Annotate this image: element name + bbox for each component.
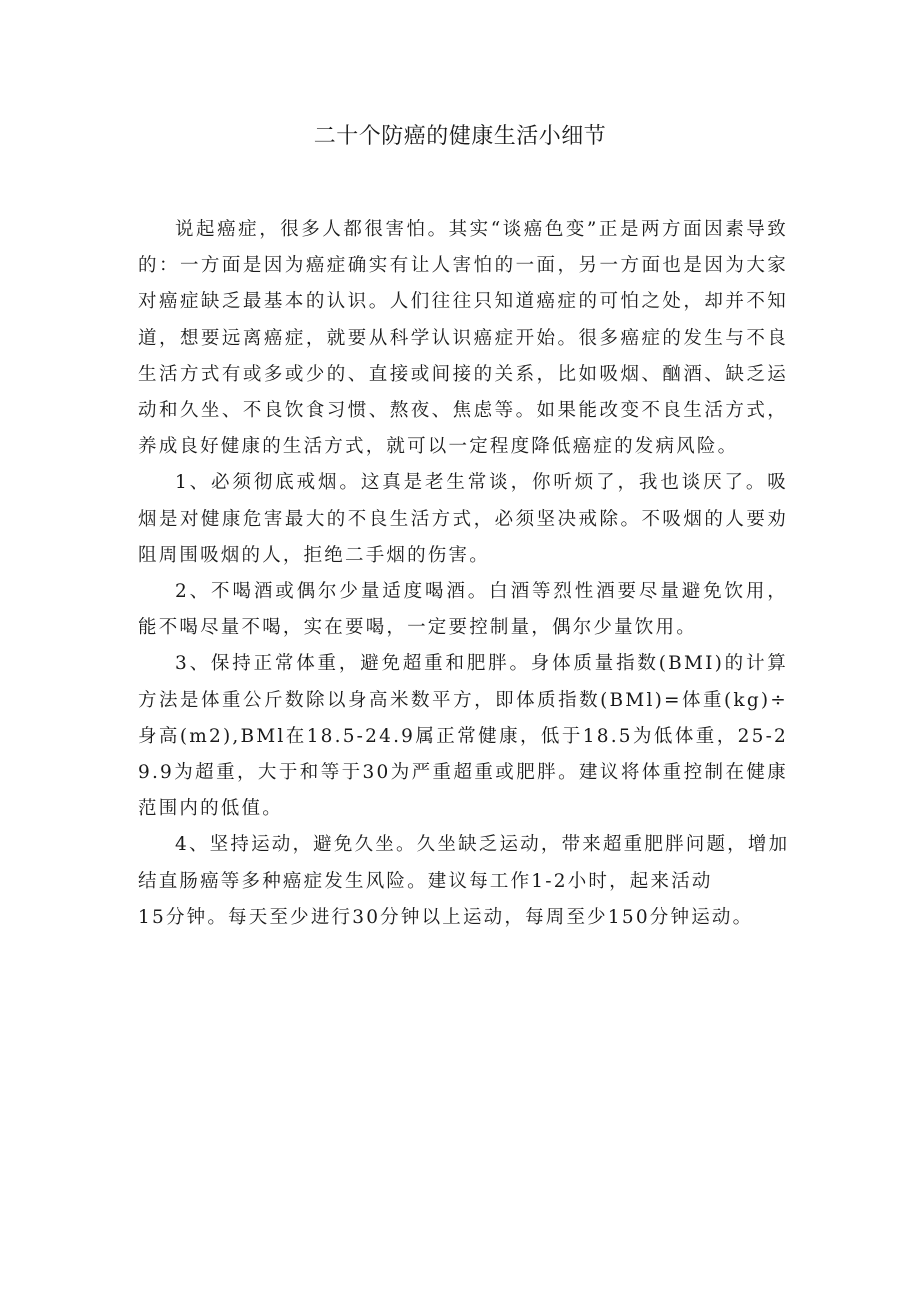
intro-paragraph: 说起癌症，很多人都很害怕。其实“谈癌色变”正是两方面因素导致的：一方面是因为癌症确实有让人害怕的一面，另一方面也是因为大家对癌症缺乏最基本的认识。人们往往只知道癌症的可怕之处，却并不知道，想要远离癌症，就要从科学认识癌症开始。很多癌症的发生与不良生活方式有或多或少的、直接或间接的关系，比如吸烟、酗酒、缺乏运动和久坐、不良饮食习惯、熬夜、焦虑等。如果能改变不良生活方式，养成良好健康的生活方式，就可以一定程度降低癌症的发病风险。 — [138, 219, 788, 458]
item-4-line-2: 结直肠癌等多种癌症发生风险。建议每工作1-2小时，起来活动 — [138, 870, 713, 892]
item-4-line-3: 15分钟。每天至少进行30分钟以上运动，每周至少150分钟运动。 — [138, 906, 754, 928]
item-3-paragraph: 3、保持正常体重，避免超重和肥胖。身体质量指数(BMI)的计算方法是体重公斤数除以身高米数平方，即体质指数(BMl)=体重(kg)÷身高(m2),BMl在18.5-24.9属正常健康，低于18.5为低体重，25-29.9为超重，大于和等于30为严重超重或肥胖。建议将体重控制在健康范围内的低值。 — [138, 653, 788, 820]
document-body — [138, 212, 788, 936]
item-2-paragraph: 2、不喝酒或偶尔少量适度喝酒。白酒等烈性酒要尽量避免饮用，能不喝尽量不喝，实在要喝，一定要控制量，偶尔少量饮用。 — [138, 581, 788, 639]
item-1-paragraph: 1、必须彻底戒烟。这真是老生常谈，你听烦了，我也谈厌了。吸烟是对健康危害最大的不良生活方式，必须坚决戒除。不吸烟的人要劝阻周围吸烟的人，拒绝二手烟的伤害。 — [138, 472, 788, 566]
item-4-paragraph — [138, 827, 788, 936]
document-title: 二十个防癌的健康生活小细节 — [313, 124, 607, 149]
item-4-line-1: 4、坚持运动，避免久坐。久坐缺乏运动，带来超重肥胖问题，增加 — [175, 834, 790, 856]
